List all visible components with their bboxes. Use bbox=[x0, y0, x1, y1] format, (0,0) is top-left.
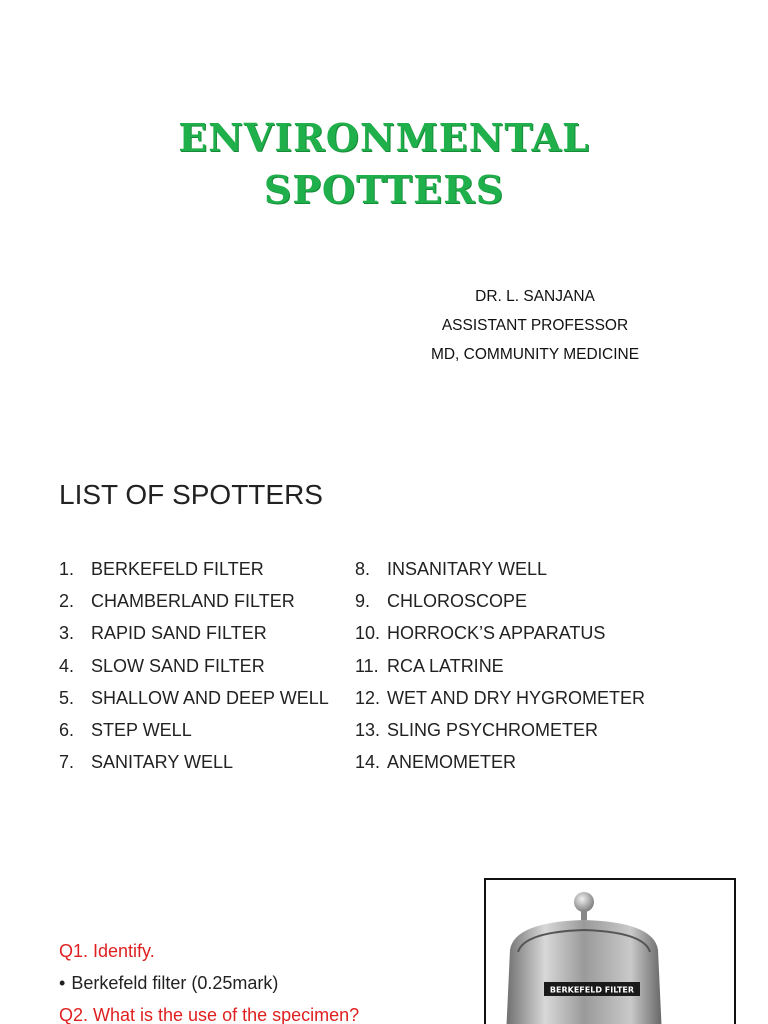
list-item bbox=[355, 746, 645, 778]
list-item bbox=[355, 553, 645, 585]
item-label: ANEMOMETER bbox=[387, 752, 517, 773]
item-number: 10. bbox=[355, 623, 381, 644]
question-2: Q2. What is the use of the specimen? bbox=[59, 1005, 360, 1024]
item-label: SANITARY WELL bbox=[91, 752, 234, 773]
lid-knob bbox=[574, 892, 594, 912]
item-number: 3. bbox=[59, 623, 75, 644]
item-number: 13. bbox=[355, 720, 381, 741]
list-item bbox=[59, 650, 329, 682]
item-number: 12. bbox=[355, 687, 381, 708]
list-item bbox=[355, 650, 645, 682]
item-number: 5. bbox=[59, 687, 75, 708]
list-item bbox=[59, 585, 329, 617]
item-label: CHAMBERLAND FILTER bbox=[91, 591, 295, 612]
list-item bbox=[59, 746, 329, 778]
title-slide bbox=[0, 0, 768, 440]
item-number: 6. bbox=[59, 720, 75, 741]
item-number: 11. bbox=[355, 655, 379, 676]
list-item bbox=[355, 682, 645, 714]
item-number: 1. bbox=[59, 559, 75, 579]
question-slide bbox=[0, 842, 768, 1024]
author-department: MD, COMMUNITY MEDICINE bbox=[430, 346, 640, 363]
item-number: 7. bbox=[59, 752, 75, 773]
item-label: RAPID SAND FILTER bbox=[91, 623, 267, 644]
list-item bbox=[355, 617, 645, 649]
author-role: ASSISTANT PROFESSOR bbox=[441, 317, 629, 334]
spotter-list-left bbox=[59, 553, 329, 778]
list-heading: LIST OF SPOTTERS bbox=[59, 479, 323, 510]
title-line-1: ENVIRONMENTAL bbox=[178, 115, 590, 160]
filter-body bbox=[506, 920, 662, 1024]
specimen-photo bbox=[484, 878, 736, 1024]
item-number: 14. bbox=[355, 752, 381, 773]
item-label: SLING PSYCHROMETER bbox=[387, 720, 599, 741]
item-label: RCA LATRINE bbox=[387, 655, 504, 676]
item-label: CHLOROSCOPE bbox=[387, 591, 528, 612]
question-1: Q1. Identify. bbox=[59, 941, 155, 961]
item-label: INSANITARY WELL bbox=[387, 559, 548, 579]
list-item bbox=[355, 585, 645, 617]
item-number: 8. bbox=[355, 559, 371, 579]
list-item bbox=[59, 617, 329, 649]
item-label: WET AND DRY HYGROMETER bbox=[387, 687, 646, 708]
item-label: STEP WELL bbox=[91, 720, 192, 741]
list-slide bbox=[0, 441, 768, 841]
item-number: 2. bbox=[59, 591, 75, 612]
filter-label-text: BERKEFELD FILTER bbox=[549, 985, 635, 995]
slide-title bbox=[0, 112, 768, 216]
author-name: DR. L. SANJANA bbox=[475, 288, 595, 305]
answer-1 bbox=[59, 973, 278, 994]
list-item bbox=[355, 714, 645, 746]
item-number: 9. bbox=[355, 591, 371, 612]
answer-1-text: Berkefeld filter (0.25mark) bbox=[71, 973, 279, 993]
bullet-icon: • bbox=[59, 973, 66, 993]
item-label: SLOW SAND FILTER bbox=[91, 655, 265, 676]
item-label: SHALLOW AND DEEP WELL bbox=[91, 687, 329, 708]
item-label: HORROCK’S APPARATUS bbox=[387, 623, 606, 644]
item-number: 4. bbox=[59, 655, 75, 676]
berkefeld-filter-image bbox=[486, 880, 734, 1024]
title-line-2: SPOTTERS bbox=[263, 167, 505, 212]
list-item bbox=[59, 714, 329, 746]
item-label: BERKEFELD FILTER bbox=[91, 559, 264, 579]
list-item bbox=[59, 682, 329, 714]
author-block bbox=[400, 282, 670, 369]
spotter-list-right bbox=[355, 553, 645, 778]
list-item bbox=[59, 553, 329, 585]
